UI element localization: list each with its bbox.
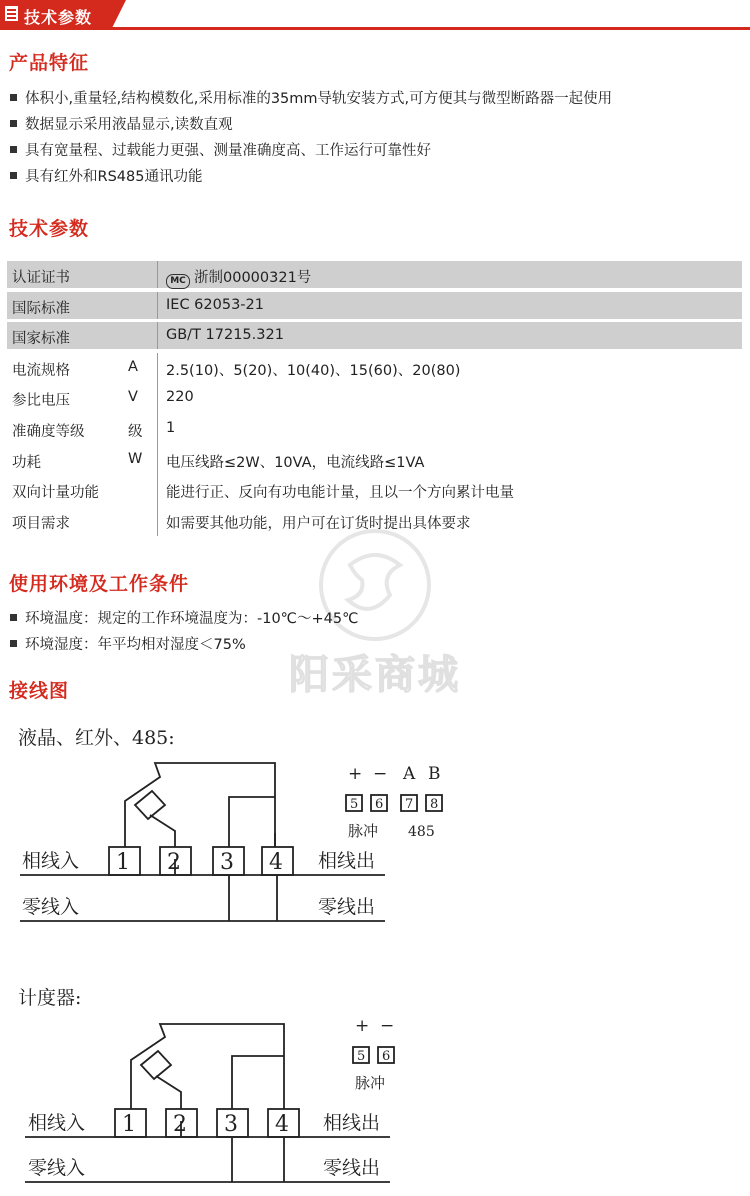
terminal-label: 4 bbox=[275, 1112, 289, 1137]
spec-value: 2.5(10)、5(20)、10(40)、15(60)、20(80) bbox=[166, 362, 461, 379]
spec-label: 功耗 bbox=[12, 454, 41, 471]
terminal-label: 3 bbox=[224, 1112, 238, 1137]
column-divider bbox=[157, 353, 158, 384]
spec-unit: V bbox=[128, 389, 138, 406]
spec-value: IEC 62053-21 bbox=[166, 296, 264, 313]
aux-terminal-label: 6 bbox=[375, 797, 384, 812]
banner-title: 技术参数 bbox=[24, 8, 93, 27]
env-item: 环境湿度：年平均相对湿度＜75% bbox=[10, 632, 358, 658]
column-divider bbox=[157, 322, 158, 349]
section-banner bbox=[0, 0, 750, 30]
terminal-label: 3 bbox=[220, 850, 234, 875]
spec-row bbox=[7, 261, 742, 288]
spec-row bbox=[7, 383, 742, 414]
sign-label: B bbox=[428, 764, 441, 784]
spec-unit: W bbox=[128, 450, 143, 467]
spec-row bbox=[7, 475, 742, 506]
spec-value: 如需要其他功能，用户可在订货时提出具体要求 bbox=[166, 515, 471, 532]
features-title: 产品特征 bbox=[9, 52, 90, 74]
banner-underline bbox=[0, 27, 750, 30]
watermark-text: 阳采商城 bbox=[289, 652, 461, 698]
spec-row bbox=[7, 322, 742, 349]
neutral-in-label: 零线入 bbox=[22, 896, 80, 918]
terminal-label: 4 bbox=[269, 850, 283, 875]
spec-table bbox=[7, 261, 742, 536]
spec-value: GB/T 17215.321 bbox=[166, 327, 284, 344]
spec-value: 1 bbox=[166, 419, 176, 436]
phase-out-label: 相线出 bbox=[318, 850, 376, 872]
sign-label: − bbox=[380, 1016, 395, 1036]
terminal-label: 1 bbox=[116, 850, 130, 875]
sign-label: + bbox=[355, 1016, 370, 1036]
wiring-diagram-1 bbox=[0, 755, 750, 930]
spec-label: 双向计量功能 bbox=[12, 485, 99, 502]
spec-value: 电压线路≤2W、10VA，电流线路≤1VA bbox=[166, 454, 425, 471]
column-divider bbox=[157, 383, 158, 414]
neutral-out-label: 零线出 bbox=[318, 896, 376, 918]
env-item: 环境温度：规定的工作环境温度为：-10℃～+45℃ bbox=[10, 606, 358, 632]
rs485-label: 485 bbox=[408, 824, 435, 840]
spec-row bbox=[7, 445, 742, 476]
env-title: 使用环境及工作条件 bbox=[9, 573, 190, 595]
spec-row bbox=[7, 414, 742, 445]
column-divider bbox=[157, 445, 158, 476]
spec-value: 浙制00000321号 bbox=[194, 270, 312, 286]
aux-terminal-label: 5 bbox=[357, 1049, 366, 1064]
spec-row bbox=[7, 292, 742, 319]
spec-label: 电流规格 bbox=[12, 362, 70, 379]
feature-item: 数据显示采用液晶显示,读数直观 bbox=[10, 112, 612, 138]
column-divider bbox=[157, 292, 158, 319]
features-list bbox=[10, 86, 612, 190]
feature-item: 体积小,重量轻,结构模数化,采用标准的35mm导轨安装方式,可方便其与微型断路器一起使用 bbox=[10, 86, 612, 112]
phase-out-label: 相线出 bbox=[323, 1112, 381, 1134]
wiring-title: 接线图 bbox=[9, 680, 70, 702]
env-list bbox=[10, 606, 358, 658]
feature-item: 具有红外和RS485通讯功能 bbox=[10, 164, 612, 190]
banner-tab bbox=[0, 0, 112, 28]
column-divider bbox=[157, 475, 158, 506]
spec-label: 准确度等级 bbox=[12, 423, 85, 440]
tech-title: 技术参数 bbox=[9, 218, 90, 240]
aux-terminal-label: 6 bbox=[382, 1049, 391, 1064]
aux-terminal-label: 7 bbox=[405, 797, 414, 812]
neutral-out-label: 零线出 bbox=[323, 1157, 381, 1179]
sign-label: + bbox=[348, 764, 363, 784]
document-icon bbox=[5, 6, 18, 21]
aux-terminal-label: 8 bbox=[430, 797, 439, 812]
feature-item: 具有宽量程、过载能力更强、测量准确度高、工作运行可靠性好 bbox=[10, 138, 612, 164]
spec-label: 认证证书 bbox=[12, 270, 70, 286]
spec-value: 能进行正、反向有功电能计量，且以一个方向累计电量 bbox=[166, 485, 514, 502]
spec-row bbox=[7, 353, 742, 384]
phase-in-label: 相线入 bbox=[22, 850, 80, 872]
terminal-label: 1 bbox=[122, 1112, 136, 1137]
aux-terminal-label: 5 bbox=[350, 797, 359, 812]
column-divider bbox=[157, 506, 158, 537]
spec-label: 参比电压 bbox=[12, 393, 70, 410]
wiring-diagram-2 bbox=[0, 1010, 750, 1190]
spec-value: 220 bbox=[166, 389, 194, 406]
diagram2-caption: 计度器: bbox=[18, 987, 82, 1009]
sign-label: A bbox=[403, 764, 416, 784]
spec-label: 国际标准 bbox=[12, 300, 70, 317]
neutral-in-label: 零线入 bbox=[28, 1157, 86, 1179]
cmc-logo-icon: MC bbox=[166, 274, 190, 289]
spec-unit: A bbox=[128, 358, 138, 375]
spec-unit: 级 bbox=[128, 423, 143, 440]
column-divider bbox=[157, 414, 158, 445]
spec-label: 项目需求 bbox=[12, 515, 70, 532]
spec-label: 国家标准 bbox=[12, 331, 70, 348]
sign-label: − bbox=[373, 764, 388, 784]
pulse-label: 脉冲 bbox=[348, 822, 379, 840]
phase-in-label: 相线入 bbox=[28, 1112, 86, 1134]
diagram1-caption: 液晶、红外、485: bbox=[18, 727, 175, 749]
pulse-label: 脉冲 bbox=[355, 1074, 386, 1092]
terminal-label: 2 bbox=[167, 850, 181, 875]
column-divider bbox=[157, 261, 158, 288]
terminal-label: 2 bbox=[173, 1112, 187, 1137]
